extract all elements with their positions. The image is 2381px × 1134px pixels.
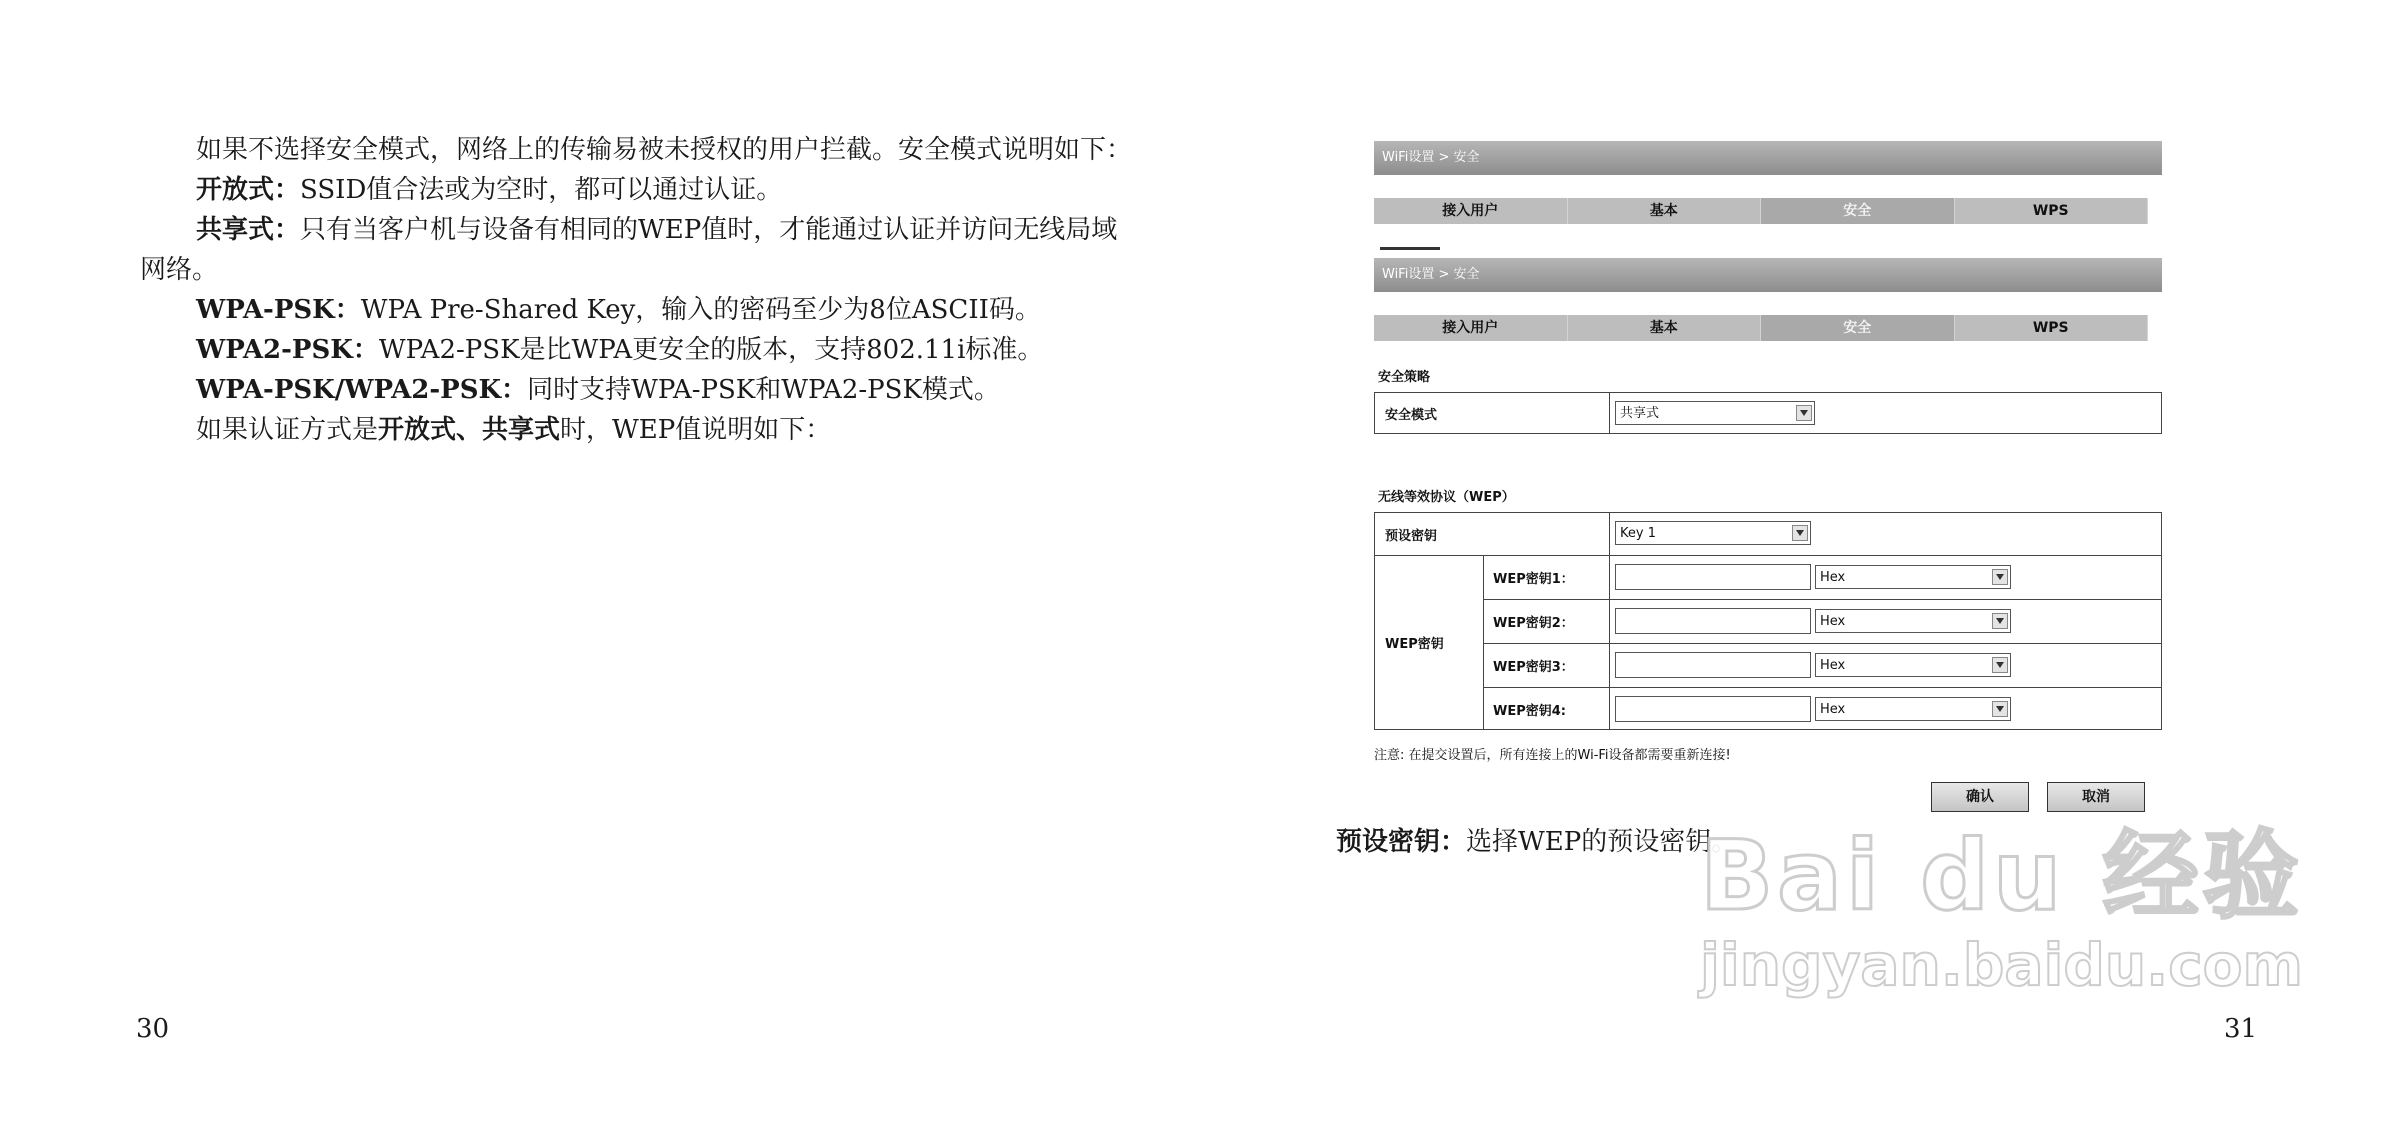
caption-text: 选择WEP的预设密钥。 xyxy=(1466,827,1738,857)
chevron-down-icon xyxy=(1796,405,1812,421)
term-shared: 共享式： xyxy=(196,215,301,245)
wep-key-3-label: WEP密钥3： xyxy=(1493,660,1574,675)
watermark-brand: Bai du 经验 xyxy=(1700,820,2303,932)
tab-basic-partial[interactable]: 基本 xyxy=(1568,198,1762,224)
cut-divider xyxy=(1380,247,1440,250)
wep-key-1-format-select[interactable] xyxy=(1815,565,2011,589)
wep-key-1-input[interactable] xyxy=(1615,564,1811,590)
wep-key-1-format: Hex xyxy=(1820,570,1846,585)
wep-intro-c: 时，WEP值说明如下： xyxy=(560,415,832,445)
preset-key-select[interactable] xyxy=(1615,521,1811,545)
paragraph-open xyxy=(140,170,1140,210)
paragraph-wpa2-psk xyxy=(140,330,1140,370)
table-divider xyxy=(1483,555,1484,729)
caption-term: 预设密钥： xyxy=(1336,827,1467,857)
security-mode-label: 安全模式 xyxy=(1385,408,1438,423)
wep-key-1-label: WEP密钥1： xyxy=(1493,572,1574,587)
wep-key-4-label: WEP密钥4: xyxy=(1493,704,1566,719)
preset-key-caption xyxy=(1336,822,1737,862)
chevron-down-icon xyxy=(1992,657,2008,673)
breadcrumb-bar: WiFi设置 > 安全 xyxy=(1374,258,2162,292)
wep-key-2-label: WEP密钥2： xyxy=(1493,616,1574,631)
wep-intro-terms: 开放式、共享式 xyxy=(378,415,561,445)
left-page-body xyxy=(140,130,1140,450)
page-number-left: 30 xyxy=(136,1014,170,1044)
reconnect-note: 注意: 在提交设置后，所有连接上的Wi-Fi设备都需要重新连接! xyxy=(1374,748,1731,763)
paragraph-shared xyxy=(140,210,1140,290)
page-number-right: 31 xyxy=(2224,1014,2258,1044)
table-divider xyxy=(1483,687,2161,688)
chevron-down-icon xyxy=(1992,569,2008,585)
wep-key-4-format-select[interactable] xyxy=(1815,697,2011,721)
tab-security[interactable]: 安全 xyxy=(1761,315,1955,341)
paragraph-intro: 如果不选择安全模式，网络上的传输易被未授权的用户拦截。安全模式说明如下： xyxy=(196,135,1133,165)
tab-access-users[interactable]: 接入用户 xyxy=(1374,315,1568,341)
wep-key-3-input[interactable] xyxy=(1615,652,1811,678)
tab-wps-partial[interactable]: WPS xyxy=(1955,198,2149,224)
paragraph-wpa-psk xyxy=(140,290,1140,330)
chevron-down-icon xyxy=(1992,613,2008,629)
wep-key-group-label: WEP密钥 xyxy=(1385,637,1444,652)
wep-key-3-format: Hex xyxy=(1820,658,1846,673)
desc-wpa-psk: WPA Pre-Shared Key，输入的密码至少为8位ASCII码。 xyxy=(360,295,1041,325)
term-wpa-wpa2-psk: WPA-PSK/WPA2-PSK： xyxy=(196,375,528,405)
table-divider xyxy=(1375,555,2161,556)
baidu-watermark xyxy=(1700,800,2303,999)
table-divider xyxy=(1483,599,2161,600)
watermark-url: jingyan.baidu.com xyxy=(1700,931,2303,999)
security-mode-select[interactable] xyxy=(1615,401,1815,425)
confirm-button[interactable]: 确认 xyxy=(1931,782,2029,812)
chevron-down-icon xyxy=(1992,701,2008,717)
wep-key-2-input[interactable] xyxy=(1615,608,1811,634)
security-policy-title: 安全策略 xyxy=(1378,370,1431,385)
wep-key-4-input[interactable] xyxy=(1615,696,1811,722)
paragraph-wep-intro xyxy=(140,410,1140,450)
tab-bar-partial xyxy=(1374,198,2148,224)
breadcrumb-bar-partial: WiFi设置 > 安全 xyxy=(1374,141,2162,175)
desc-shared: 只有当客户机与设备有相同的WEP值时，才能通过认证并访问无线局域网络。 xyxy=(140,215,1118,285)
preset-key-value: Key 1 xyxy=(1620,526,1656,541)
term-wpa2-psk: WPA2-PSK： xyxy=(196,335,379,365)
table-divider xyxy=(1609,513,1610,729)
wep-key-2-format: Hex xyxy=(1820,614,1846,629)
wep-intro-a: 如果认证方式是 xyxy=(196,415,379,445)
wep-key-4-format: Hex xyxy=(1820,702,1846,717)
wep-key-3-format-select[interactable] xyxy=(1815,653,2011,677)
cancel-button[interactable]: 取消 xyxy=(2047,782,2145,812)
security-mode-value: 共享式 xyxy=(1620,406,1660,421)
wep-table xyxy=(1374,512,2162,730)
desc-open: SSID值合法或为空时，都可以通过认证。 xyxy=(300,175,783,205)
desc-wpa2-psk: WPA2-PSK是比WPA更安全的版本，支持802.11i标准。 xyxy=(378,335,1044,365)
tab-wps[interactable]: WPS xyxy=(1955,315,2149,341)
table-divider xyxy=(1609,393,1610,433)
term-open: 开放式： xyxy=(196,175,301,205)
paragraph-wpa-wpa2-psk xyxy=(140,370,1140,410)
table-divider xyxy=(1483,643,2161,644)
wep-key-2-format-select[interactable] xyxy=(1815,609,2011,633)
tab-security-partial[interactable]: 安全 xyxy=(1761,198,1955,224)
wep-section-title: 无线等效协议（WEP） xyxy=(1378,490,1515,505)
tab-basic[interactable]: 基本 xyxy=(1568,315,1762,341)
tab-access-users-partial[interactable]: 接入用户 xyxy=(1374,198,1568,224)
chevron-down-icon xyxy=(1792,525,1808,541)
security-policy-table xyxy=(1374,392,2162,434)
term-wpa-psk: WPA-PSK： xyxy=(196,295,361,325)
desc-wpa-wpa2-psk: 同时支持WPA-PSK和WPA2-PSK模式。 xyxy=(527,375,1000,405)
preset-key-label: 预设密钥 xyxy=(1385,529,1438,544)
tab-bar xyxy=(1374,315,2148,341)
